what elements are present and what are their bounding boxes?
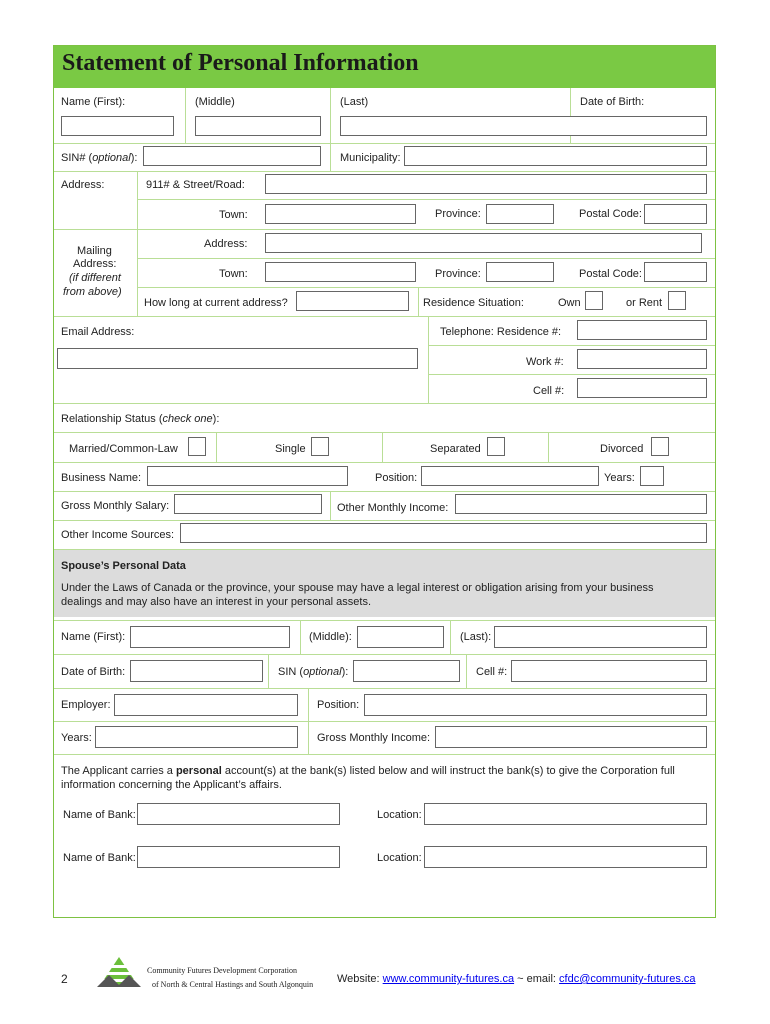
municipality-field[interactable] <box>404 146 707 166</box>
spouse-dob-label: Date of Birth: <box>61 666 126 678</box>
mailing-address-label: Address: <box>204 238 248 250</box>
salary-field[interactable] <box>174 494 322 514</box>
postal-code-label: Postal Code: <box>579 208 642 220</box>
divider <box>54 520 715 521</box>
residence-label: Residence Situation: <box>423 297 524 309</box>
cfdc-logo-icon <box>95 955 145 989</box>
mailing-address-field[interactable] <box>265 233 702 253</box>
divider <box>428 374 715 375</box>
relationship-label: Relationship Status (check one): <box>61 413 220 425</box>
bank-name-label: Name of Bank: <box>63 852 136 864</box>
spouse-gross-label: Gross Monthly Income: <box>317 732 431 744</box>
separated-checkbox[interactable] <box>487 437 505 456</box>
municipality-label: Municipality: <box>340 152 401 164</box>
spouse-heading: Spouse’s Personal Data <box>61 560 186 572</box>
bank-name-label: Name of Bank: <box>63 809 136 821</box>
spouse-position-label: Position: <box>317 699 360 711</box>
bank-location-field[interactable] <box>424 846 707 868</box>
married-label: Married/Common-Law <box>69 443 178 455</box>
postal-code-field[interactable] <box>644 204 707 224</box>
first-name-label: Name (First): <box>61 96 126 108</box>
divider <box>216 432 217 462</box>
town-label: Town: <box>219 209 248 221</box>
page-number: 2 <box>61 972 68 986</box>
divider <box>54 549 715 550</box>
bank-location-label: Location: <box>377 809 422 821</box>
sin-label: SIN# (optional): <box>61 152 138 164</box>
spouse-employer-label: Employer: <box>61 699 111 711</box>
spouse-employer-field[interactable] <box>114 694 298 716</box>
divider <box>54 462 715 463</box>
divider <box>330 88 331 171</box>
email-field[interactable] <box>57 348 418 369</box>
salary-label: Gross Monthly Salary: <box>61 500 170 512</box>
how-long-field[interactable] <box>296 291 409 311</box>
bank-name-field[interactable] <box>137 846 340 868</box>
bank-authorization-text: information concerning the Applicant’s affairs. <box>61 779 282 791</box>
divider <box>330 491 331 520</box>
last-name-label: (Last) <box>340 96 369 108</box>
divider <box>548 432 549 462</box>
years-field[interactable] <box>640 466 664 486</box>
middle-name-label: (Middle) <box>195 96 235 108</box>
street-field[interactable] <box>265 174 707 194</box>
spouse-first-label: Name (First): <box>61 631 126 643</box>
single-checkbox[interactable] <box>311 437 329 456</box>
divider <box>300 620 301 654</box>
spouse-first-field[interactable] <box>130 626 290 648</box>
own-checkbox[interactable] <box>585 291 603 310</box>
rent-label: or Rent <box>626 297 663 309</box>
separated-label: Separated <box>430 443 481 455</box>
spouse-years-field[interactable] <box>95 726 298 748</box>
divider <box>428 316 429 403</box>
divorced-checkbox[interactable] <box>651 437 669 456</box>
divider <box>308 688 309 754</box>
spouse-notice: dealings and may also have an interest in your personal assets. <box>61 596 372 608</box>
address-label: Address: <box>61 179 105 191</box>
bank-name-field[interactable] <box>137 803 340 825</box>
divider <box>54 721 715 722</box>
mailing-note: (if different <box>69 272 121 284</box>
footer-contact: Website: www.community-futures.ca ~ email: cfdc@community-futures.ca <box>337 973 696 985</box>
spouse-sin-label: SIN (optional): <box>278 666 349 678</box>
bank-authorization-text: The Applicant carries a personal account(s) at the bank(s) listed below and will instruct the bank(s) to give the Corporation full <box>61 765 675 777</box>
bank-location-field[interactable] <box>424 803 707 825</box>
how-long-label: How long at current address? <box>144 297 288 309</box>
other-sources-label: Other Income Sources: <box>61 529 175 541</box>
business-name-field[interactable] <box>147 466 348 486</box>
divider <box>428 345 715 346</box>
sin-field[interactable] <box>143 146 321 166</box>
tel-residence-field[interactable] <box>577 320 707 340</box>
divider <box>54 143 715 144</box>
spouse-middle-field[interactable] <box>357 626 444 648</box>
divider <box>54 403 715 404</box>
page-title: Statement of Personal Information <box>62 50 419 76</box>
divider <box>137 171 138 316</box>
position-label: Position: <box>375 472 418 484</box>
single-label: Single <box>275 443 306 455</box>
mailing-label: Mailing <box>77 245 112 257</box>
divider <box>268 654 269 688</box>
spouse-dob-field[interactable] <box>130 660 263 682</box>
own-label: Own <box>558 297 581 309</box>
spouse-last-label: (Last): <box>460 631 492 643</box>
divider <box>54 229 715 230</box>
province-field[interactable] <box>486 204 554 224</box>
divider <box>137 199 715 200</box>
divider <box>54 620 715 621</box>
street-label: 911# & Street/Road: <box>146 179 245 191</box>
spouse-position-field[interactable] <box>364 694 707 716</box>
work-label: Work #: <box>526 356 564 368</box>
divider <box>54 688 715 689</box>
province-label: Province: <box>435 208 481 220</box>
divorced-label: Divorced <box>600 443 644 455</box>
divider <box>137 258 715 259</box>
position-field[interactable] <box>421 466 599 486</box>
mailing-label: Address: <box>73 258 117 270</box>
mailing-postal-field[interactable] <box>644 262 707 282</box>
mailing-town-label: Town: <box>219 268 248 280</box>
married-checkbox[interactable] <box>188 437 206 456</box>
email-link[interactable]: cfdc@community-futures.ca <box>559 973 696 985</box>
org-name: Community Futures Development Corporation <box>147 966 297 975</box>
years-label: Years: <box>604 472 635 484</box>
dob-label: Date of Birth: <box>580 96 645 108</box>
other-income-field[interactable] <box>455 494 707 514</box>
org-region: of North & Central Hastings and South Algonquin <box>152 980 314 989</box>
spouse-last-field[interactable] <box>494 626 707 648</box>
bank-location-label: Location: <box>377 852 422 864</box>
middle-name-field[interactable] <box>195 116 321 136</box>
divider <box>54 654 715 655</box>
divider <box>54 316 715 317</box>
divider <box>466 654 467 688</box>
town-field[interactable] <box>265 204 416 224</box>
cell-label: Cell #: <box>533 385 565 397</box>
tel-residence-label: Telephone: Residence #: <box>440 326 562 338</box>
divider <box>54 491 715 492</box>
divider <box>185 88 186 143</box>
other-income-label: Other Monthly Income: <box>337 502 449 514</box>
divider <box>450 620 451 654</box>
first-name-field[interactable] <box>61 116 174 136</box>
mailing-province-field[interactable] <box>486 262 554 282</box>
spouse-years-label: Years: <box>61 732 92 744</box>
spouse-cell-label: Cell #: <box>476 666 508 678</box>
website-link[interactable]: www.community-futures.ca <box>382 973 515 985</box>
spouse-sin-field[interactable] <box>353 660 460 682</box>
mailing-postal-label: Postal Code: <box>579 268 642 280</box>
divider <box>418 287 419 316</box>
mailing-note: from above) <box>63 286 122 298</box>
work-phone-field[interactable] <box>577 349 707 369</box>
divider <box>54 754 715 755</box>
divider <box>54 432 715 433</box>
divider <box>137 287 715 288</box>
divider <box>382 432 383 462</box>
divider <box>54 171 715 172</box>
email-label: Email Address: <box>61 326 135 338</box>
other-sources-field[interactable] <box>180 523 707 543</box>
mailing-province-label: Province: <box>435 268 481 280</box>
cell-phone-field[interactable] <box>577 378 707 398</box>
spouse-notice: Under the Laws of Canada or the province, your spouse may have a legal interest or obligation arising from your business <box>61 582 654 594</box>
last-name-field[interactable] <box>340 116 707 136</box>
spouse-cell-field[interactable] <box>511 660 707 682</box>
spouse-middle-label: (Middle): <box>309 631 352 643</box>
spouse-gross-field[interactable] <box>435 726 707 748</box>
mailing-town-field[interactable] <box>265 262 416 282</box>
rent-checkbox[interactable] <box>668 291 686 310</box>
business-name-label: Business Name: <box>61 472 142 484</box>
